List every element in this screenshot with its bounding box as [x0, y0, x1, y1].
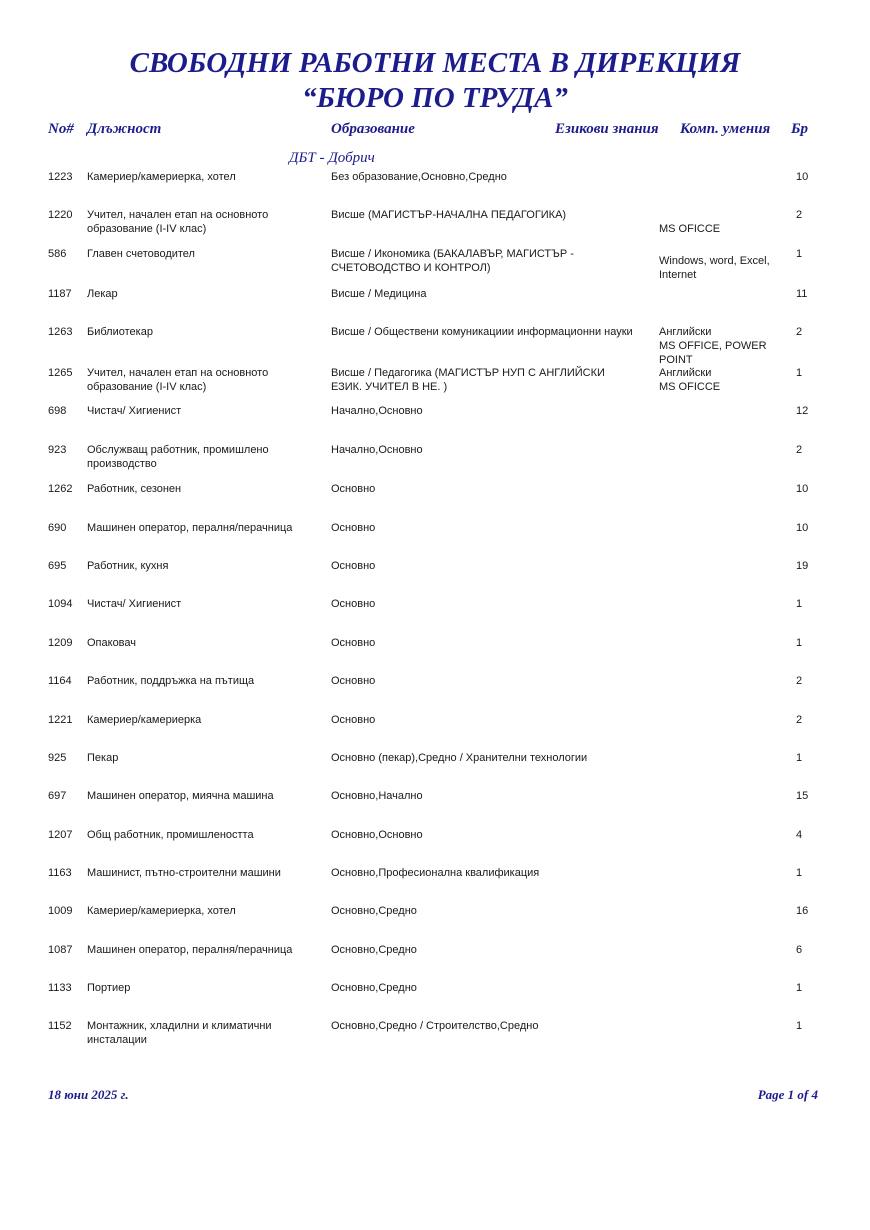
cell-education: Основно — [331, 522, 376, 534]
cell-education: Основно (пекар),Средно / Хранителни технологии — [331, 752, 588, 764]
cell-count: 1 — [796, 1020, 803, 1032]
cell-position: Лекар — [87, 288, 118, 300]
cell-count: 1 — [796, 982, 803, 994]
cell-education: Основно — [331, 560, 376, 572]
cell-position: Библиотекар — [87, 326, 153, 338]
cell-number: 1263 — [48, 326, 73, 338]
cell-count: 2 — [796, 675, 803, 687]
header-no: No# — [48, 121, 74, 137]
cell-number: 923 — [48, 444, 67, 456]
cell-number: 1163 — [48, 867, 72, 879]
cell-education: Основно,Средно — [331, 944, 417, 956]
cell-position: Обслужващ работник, промишлено производство — [87, 444, 269, 470]
cell-count: 2 — [796, 444, 803, 456]
cell-position: Общ работник, промишлеността — [87, 829, 254, 841]
cell-number: 1223 — [48, 171, 73, 183]
cell-education: Начално,Основно — [331, 444, 423, 456]
cell-education: Основно,Основно — [331, 829, 423, 841]
header-computer-skills: Комп. умения — [680, 121, 771, 137]
cell-number: 1164 — [48, 675, 72, 687]
cell-number: 697 — [48, 790, 67, 802]
cell-computer-skills: Windows, word, Excel, Internet — [659, 255, 770, 281]
cell-count: 1 — [796, 367, 803, 379]
cell-languages: Английски — [659, 326, 712, 338]
cell-number: 1265 — [48, 367, 73, 379]
cell-position: Учител, начален етап на основното образование (I-IV клас) — [87, 367, 269, 393]
cell-education: Основно — [331, 637, 376, 649]
cell-position: Работник, кухня — [87, 560, 169, 572]
cell-education: Основно — [331, 714, 376, 726]
cell-count: 16 — [796, 905, 809, 917]
cell-education: Висше / Медицина — [331, 288, 427, 300]
cell-education: Основно,Професионална квалификация — [331, 867, 540, 879]
cell-education: Висше (МАГИСТЪР-НАЧАЛНА ПЕДАГОГИКА) — [331, 209, 567, 221]
cell-position: Чистач/ Хигиенист — [87, 598, 182, 610]
cell-count: 19 — [796, 560, 809, 572]
cell-education: Основно,Средно — [331, 905, 417, 917]
header-education: Образование — [331, 121, 415, 137]
header-count: Бр — [791, 121, 809, 137]
cell-count: 12 — [796, 405, 809, 417]
cell-education: Основно,Начално — [331, 790, 423, 802]
cell-languages: Английски — [659, 367, 712, 379]
page-title-line2: “БЮРО ПО ТРУДА” — [302, 82, 568, 114]
cell-number: 1152 — [48, 1020, 72, 1032]
cell-number: 1207 — [48, 829, 73, 841]
cell-education: Основно — [331, 675, 376, 687]
cell-number: 1187 — [48, 288, 72, 300]
cell-number: 925 — [48, 752, 67, 764]
cell-number: 1209 — [48, 637, 73, 649]
cell-position: Камериер/камериерка, хотел — [87, 171, 236, 183]
region-label: ДБТ - Добрич — [289, 150, 375, 166]
cell-education: Начално,Основно — [331, 405, 423, 417]
cell-education: Висше / Педагогика (МАГИСТЪР НУП С АНГЛИЙСКИ ЕЗИК. УЧИТЕЛ В НЕ. ) — [331, 367, 605, 393]
cell-count: 15 — [796, 790, 809, 802]
cell-computer-skills: MS OFFICE, POWER POINT — [659, 340, 767, 366]
cell-count: 1 — [796, 248, 803, 260]
cell-position: Машинен оператор, пералня/перачница — [87, 522, 293, 534]
cell-count: 1 — [796, 637, 803, 649]
cell-number: 586 — [48, 248, 67, 260]
cell-position: Машинен оператор, миячна машина — [87, 790, 274, 802]
cell-count: 6 — [796, 944, 803, 956]
cell-computer-skills: MS OFICCE — [659, 381, 721, 393]
cell-education: Основно,Средно — [331, 982, 417, 994]
cell-position: Портиер — [87, 982, 131, 994]
cell-position: Камериер/камериерка — [87, 714, 202, 726]
page-title-line1: СВОБОДНИ РАБОТНИ МЕСТА В ДИРЕКЦИЯ — [129, 47, 741, 79]
cell-count: 4 — [796, 829, 803, 841]
cell-count: 1 — [796, 598, 803, 610]
footer-date: 18 юни 2025 г. — [48, 1087, 129, 1102]
cell-education: Основно — [331, 598, 376, 610]
cell-number: 1094 — [48, 598, 73, 610]
cell-computer-skills: MS OFICCE — [659, 223, 721, 235]
cell-number: 1133 — [48, 982, 72, 994]
cell-number: 1262 — [48, 483, 73, 495]
cell-number: 695 — [48, 560, 67, 572]
cell-number: 1221 — [48, 714, 73, 726]
cell-number: 698 — [48, 405, 67, 417]
cell-count: 10 — [796, 522, 809, 534]
cell-position: Монтажник, хладилни и климатични инсталации — [87, 1020, 272, 1046]
cell-count: 11 — [796, 288, 808, 300]
cell-position: Чистач/ Хигиенист — [87, 405, 182, 417]
cell-position: Машинен оператор, пералня/перачница — [87, 944, 293, 956]
cell-position: Работник, поддръжка на пътища — [87, 675, 255, 687]
cell-position: Камериер/камериерка, хотел — [87, 905, 236, 917]
cell-count: 10 — [796, 483, 809, 495]
cell-position: Опаковач — [87, 637, 137, 649]
cell-number: 1087 — [48, 944, 73, 956]
cell-count: 10 — [796, 171, 809, 183]
cell-number: 1009 — [48, 905, 73, 917]
cell-position: Машинист, пътно-строителни машини — [87, 867, 281, 879]
cell-education: Висше / Икономика (БАКАЛАВЪР, МАГИСТЪР - СЧЕТОВОДСТВО И КОНТРОЛ) — [331, 248, 574, 274]
cell-position: Главен счетоводител — [87, 248, 195, 260]
cell-number: 1220 — [48, 209, 73, 221]
cell-position: Учител, начален етап на основното образование (I-IV клас) — [87, 209, 269, 235]
cell-count: 2 — [796, 714, 803, 726]
cell-position: Пекар — [87, 752, 119, 764]
cell-education: Основно,Средно / Строителство,Средно — [331, 1020, 539, 1032]
footer-page-number: Page 1 of 4 — [757, 1087, 818, 1102]
cell-count: 2 — [796, 209, 803, 221]
cell-position: Работник, сезонен — [87, 483, 182, 495]
cell-education: Без образование,Основно,Средно — [331, 171, 507, 183]
cell-count: 1 — [796, 867, 803, 879]
header-position: Длъжност — [87, 121, 162, 137]
cell-number: 690 — [48, 522, 67, 534]
cell-count: 1 — [796, 752, 803, 764]
header-languages: Езикови знания — [555, 121, 659, 137]
cell-count: 2 — [796, 326, 803, 338]
cell-education: Основно — [331, 483, 376, 495]
cell-education: Висше / Обществени комуникациии информационни науки — [331, 326, 633, 338]
